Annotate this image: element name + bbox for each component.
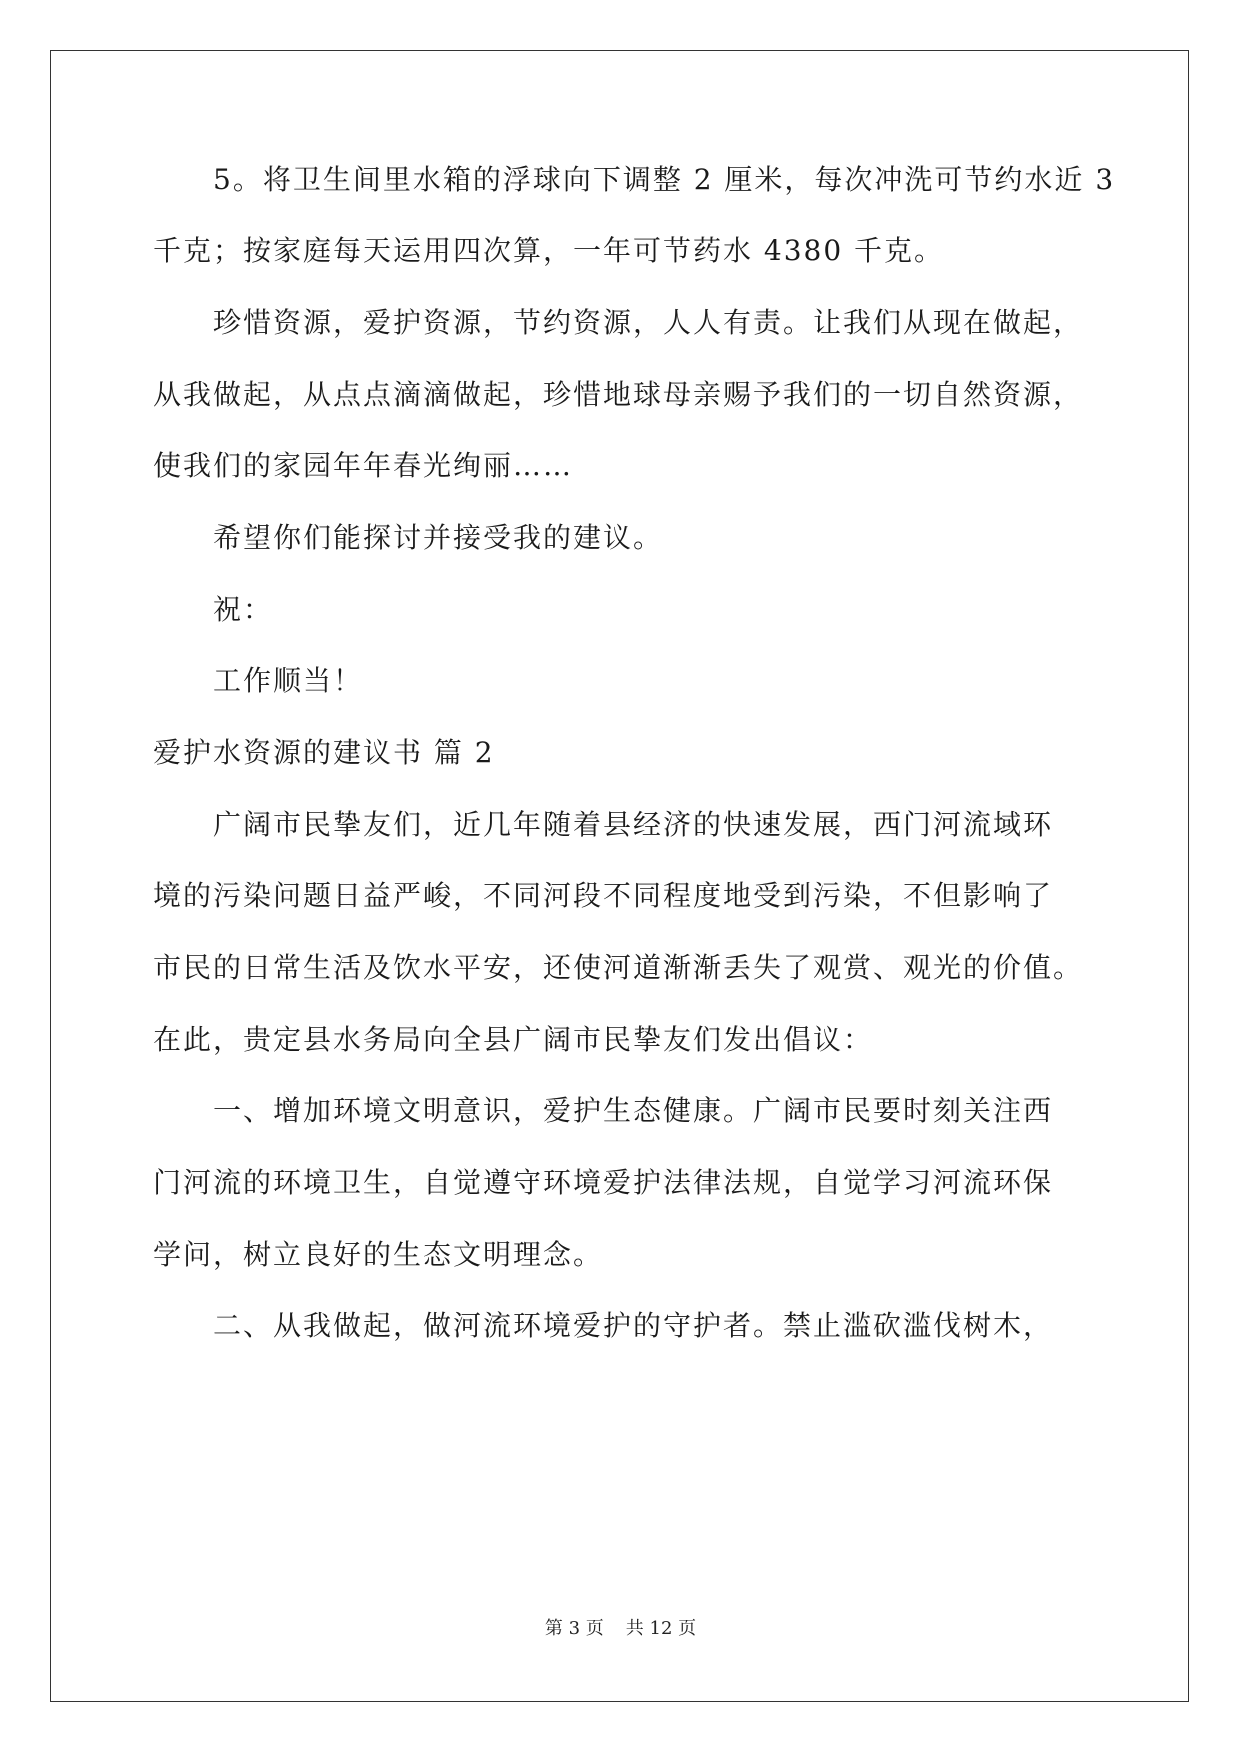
paragraph-line: 市民的日常生活及饮水平安，还使河道渐渐丢失了观赏、观光的价值。: [153, 951, 1084, 984]
page-number-current: 第 3 页: [544, 1618, 604, 1639]
paragraph-line: 珍惜资源，爱护资源，节约资源，人人有责。让我们从现在做起，: [213, 306, 1084, 339]
page-number-total: 共 12 页: [625, 1618, 697, 1639]
paragraph-line: 广阔市民挚友们，近几年随着县经济的快速发展，西门河流域环: [213, 808, 1054, 841]
paragraph-line: 境的污染问题日益严峻，不同河段不同程度地受到污染，不但影响了: [153, 879, 1054, 912]
paragraph-line: 在此，贵定县水务局向全县广阔市民挚友们发出倡议：: [153, 1023, 874, 1056]
paragraph-line: 一、增加环境文明意识，爱护生态健康。广阔市民要时刻关注西: [213, 1094, 1054, 1127]
closing-wish: 工作顺当！: [213, 664, 364, 697]
paragraph-line: 希望你们能探讨并接受我的建议。: [213, 521, 664, 554]
salutation: 祝：: [213, 593, 274, 626]
paragraph-line: 二、从我做起，做河流环境爱护的守护者。禁止滥砍滥伐树木，: [213, 1309, 1054, 1342]
paragraph-line: 学问，树立良好的生态文明理念。: [153, 1238, 604, 1271]
paragraph-line: 门河流的环境卫生，自觉遵守环境爱护法律法规，自觉学习河流环保: [153, 1166, 1054, 1199]
paragraph-line: 使我们的家园年年春光绚丽……: [153, 449, 574, 482]
paragraph-line: 从我做起，从点点滴滴做起，珍惜地球母亲赐予我们的一切自然资源，: [153, 378, 1084, 411]
paragraph-line: 5。将卫生间里水箱的浮球向下调整 2 厘米，每次冲洗可节约水近 3: [213, 163, 1116, 196]
paragraph-line: 千克；按家庭每天运用四次算，一年可节药水 4380 千克。: [153, 234, 945, 267]
section-heading: 爱护水资源的建议书 篇 2: [153, 736, 495, 769]
page-footer: [0, 1617, 1241, 1641]
